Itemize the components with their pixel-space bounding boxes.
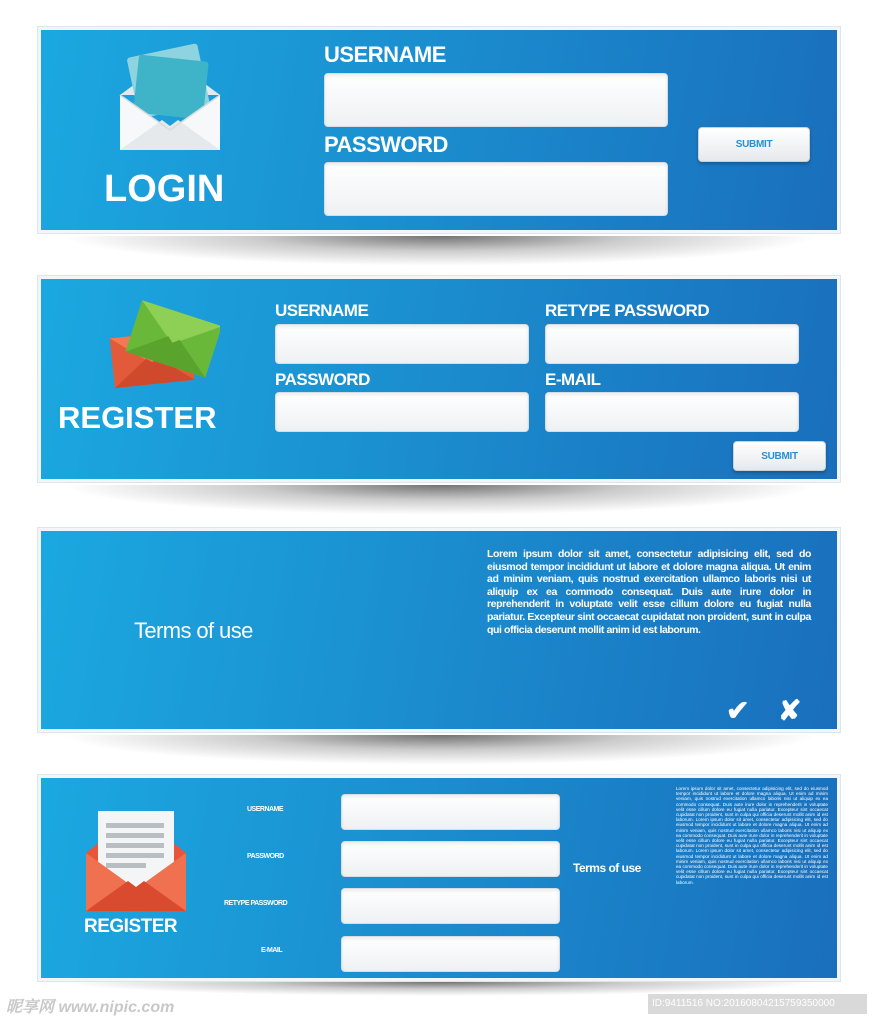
- login-username-label: USERNAME: [324, 42, 446, 67]
- register-retype-label: RETYPE PASSWORD: [545, 301, 710, 320]
- register-password-label: PASSWORD: [275, 370, 370, 389]
- register-title: REGISTER: [58, 400, 217, 435]
- register2-retype-label: RETYPE PASSWORD: [224, 900, 288, 907]
- register2-terms-label: Terms of use: [573, 861, 641, 875]
- login-password-label: PASSWORD: [324, 132, 448, 157]
- register-retype-input[interactable]: [545, 324, 799, 364]
- terms-title: Terms of use: [134, 618, 253, 643]
- register2-email-label: E-MAIL: [261, 947, 283, 954]
- close-icon[interactable]: ✘: [778, 695, 802, 726]
- register-panel-shadow: [60, 485, 820, 515]
- terms-text: Lorem ipsum dolor sit amet, consectetur adipisicing elit, sed do eiusmod tempor incididunt ut labore et dolore magna aliqua. Ut enim ad minim veniam, quis nostrud exercitation ullamco laboris nisi ut aliquip ex ea commodo consequat. Duis aute irure dolor in reprehenderit in voluptate velit esse cillum dolore eu fugiat nulla pariatur. Excepteur sint occaecat cupidatat non proident, sunt in culpa qui officia deserunt mollit anim id est laborum.: [487, 548, 811, 636]
- letter-envelope-icon: [84, 803, 188, 911]
- register-email-label: E-MAIL: [545, 370, 601, 389]
- register-submit-button[interactable]: SUBMIT: [733, 441, 826, 471]
- register2-retype-input[interactable]: [341, 888, 560, 924]
- register-email-input[interactable]: [545, 392, 799, 432]
- login-submit-button[interactable]: SUBMIT: [698, 127, 810, 162]
- login-title: LOGIN: [104, 168, 225, 210]
- register2-email-input[interactable]: [341, 936, 560, 972]
- check-icon[interactable]: ✔: [726, 695, 750, 726]
- envelopes-icon: [108, 298, 220, 390]
- register2-username-label: USERNAME: [247, 806, 284, 813]
- register-password-input[interactable]: [275, 392, 529, 432]
- login-password-input[interactable]: [324, 162, 668, 216]
- register2-title: REGISTER: [84, 916, 178, 937]
- login-panel-shadow: [60, 236, 820, 266]
- terms-panel-shadow: [60, 735, 820, 765]
- image-id-bar: ID:9411516 NO:20160804215759350000: [648, 994, 867, 1014]
- register2-terms-text: Lorem ipsum dolor sit amet, consectetur adipisicing elit, sed do eiusmod tempor incididunt ut labore et dolore magna aliqua. Ut enim ad minim veniam, quis nostrud exercitation ullamco laboris nisi ut aliquip ex ea commodo consequat. Duis aute irure dolor in reprehenderit in voluptate velit esse cillum dolore eu fugiat nulla pariatur. Excepteur sint occaecat cupidatat non proident, sunt in culpa qui officia deserunt mollit anim id est laborum. Lorem ipsum dolor sit amet, consectetur adipisicing elit, sed do eiusmod tempor incididunt ut labore et dolore magna aliqua. Ut enim ad minim veniam, quis nostrud exercitation ullamco laboris nisi ut aliquip ex ea commodo consequat. Duis aute irure dolor in reprehenderit in voluptate velit esse cillum dolore eu fugiat nulla pariatur. Excepteur sint occaecat cupidatat non proident, sunt in culpa qui officia deserunt mollit anim id est laborum. Lorem ipsum dolor sit amet, consectetur adipisicing elit, sed do eiusmod tempor incididunt ut labore et dolore magna aliqua. Ut enim ad minim veniam, quis nostrud exercitation ullamco laboris nisi ut aliquip ex ea commodo consequat. Duis aute irure dolor in reprehenderit in voluptate velit esse cillum dolore eu fugiat nulla pariatur. Excepteur sint occaecat cupidatat non proident, sunt in culpa qui officia deserunt mollit anim id est laborum.: [676, 786, 828, 885]
- register2-username-input[interactable]: [341, 794, 560, 830]
- register2-password-label: PASSWORD: [247, 853, 284, 860]
- open-envelope-icon: [114, 40, 226, 155]
- register2-password-input[interactable]: [341, 841, 560, 877]
- login-username-input[interactable]: [324, 73, 668, 127]
- register-username-input[interactable]: [275, 324, 529, 364]
- watermark: 昵享网 www.nipic.com: [6, 999, 175, 1016]
- register-username-label: USERNAME: [275, 301, 369, 320]
